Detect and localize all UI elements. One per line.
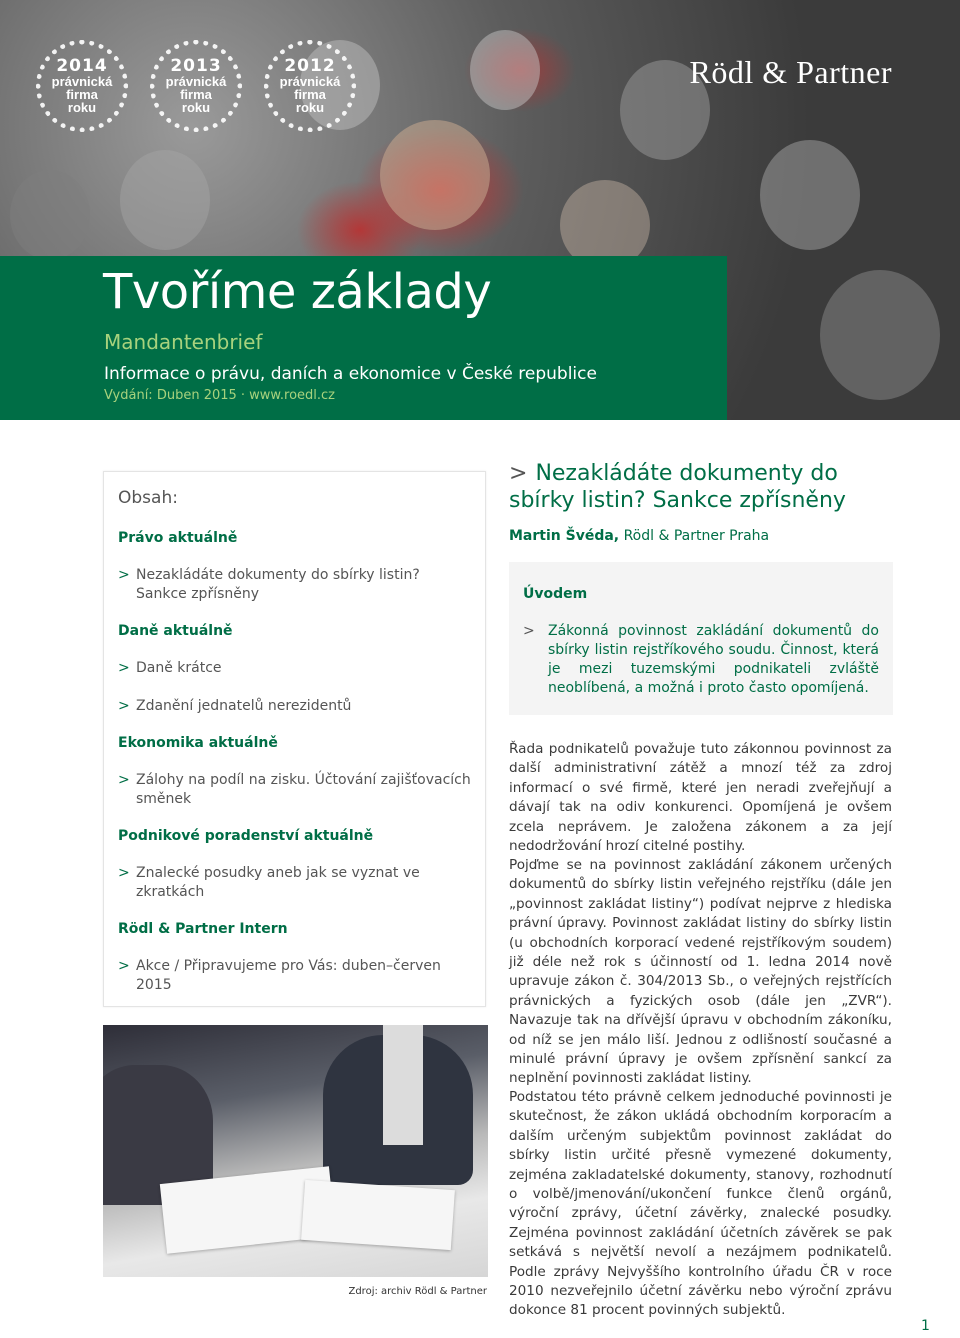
title-band [0, 256, 727, 420]
contents-heading: Obsah: [118, 488, 178, 508]
contents-section-title: Daně aktuálně [118, 623, 233, 639]
intro-text: > Zákonná povinnost zakládání dokumentů do sbírky listin rejstříkového soudu. Činnost, která je mezi tuzemskými podnikateli zvláště neoblíbená, a možná i proto často opomíjená. [523, 623, 879, 696]
chevron-right-icon: > [118, 660, 130, 676]
article-paragraph: Podstatou této právně celkem jednoduché povinnosti je skutečnost, že zákon ukládá obchodním korporacím a dalším určeným subjektům povinnost zakládat do sbírky listin určité přesně vymezené dokumenty, zejména zakladatelské dokumenty, stanovy, rozhodnutí o volbě/jmenování/ukončení funkce členů orgánů, výroční zprávy, účetní závěrky, znalecké posudky. Zejména povinnost zakládání účetních závěrek se pak setkává s největší nevolí a nezájmem podnikatelů. Podle zprávy Nejvyššího kontrolního úřadu ČR v roce 2010 nezveřejnilo účetní závěrku nebo výroční zprávu dokonce 81 procent povinných subjektů. [509, 1089, 892, 1319]
award-badge-2012: 2012 právnická firma roku [264, 40, 356, 132]
contents-item[interactable]: > Znalecké posudky aneb jak se vyznat ve zkratkách [118, 865, 420, 900]
article-paragraph: Pojďme se na povinnost zakládání zákonem určených dokumentů do sbírky listin veřejného rejstříku (dále jen „povinnost zakládat listiny“) podívat nejprve z hlediska právní úpravy. Povinnost zakládat listiny do sbírky listin (u obchodních korporací vedené rejstříkovým soudem) již déle než rok s účinností od 1. ledna 2014 nově upravuje zákon č. 304/2013 Sb., o veřejných rejstřících právnických a fyzických osob (dále jen „ZVR“). Navazuje tak na dřívější úpravu v obchodním zákoníku, od níž se jen málo liší. Jednou z odlišností současné a minulé právní úpravy je ovšem zpřísnění sankcí za neplnění povinnosti zakládat listiny. [509, 857, 892, 1087]
author-organization: Rödl & Partner Praha [623, 528, 770, 544]
contents-section-title: Rödl & Partner Intern [118, 921, 288, 937]
intro-label: Úvodem [523, 586, 588, 602]
award-badges [36, 40, 356, 132]
article-title: > Nezakládáte dokumenty do sbírky listin? Sankce zpřísněny [509, 461, 846, 513]
article-paragraph: Řada podnikatelů považuje tuto zákonnou povinnost za další administrativní zátěž a mnozí též za zdroj informací o své firmě, které jen neradi zveřejňují a dávají tak na odiv konkurenci. Opomíjená je ovšem zcela neprávem. Je založena zákonem a za její nedodržování hrozí citelné postihy. [509, 741, 892, 855]
contents-item[interactable]: > Zálohy na podíl na zisku. Účtování zajišťovacích směnek [118, 772, 471, 807]
author-name: Martin Švéda, [509, 528, 620, 544]
article-author [509, 528, 769, 544]
intro-box [509, 562, 893, 715]
contents-box [103, 471, 486, 1007]
chevron-right-icon: > [118, 958, 130, 974]
contents-section-title: Právo aktuálně [118, 530, 238, 546]
page-number: 1 [921, 1318, 930, 1334]
newsletter-description: Informace o právu, daních a ekonomice v České republice [104, 364, 597, 384]
contents-item[interactable]: > Zdanění jednatelů nerezidentů [118, 698, 352, 714]
chevron-right-icon: > [509, 461, 528, 486]
contents-section-title: Ekonomika aktuálně [118, 735, 278, 751]
contents-section-title: Podnikové poradenství aktuálně [118, 828, 374, 844]
newsletter-title: Tvoříme základy [103, 264, 492, 320]
brand-logo: Rödl & Partner [689, 54, 892, 90]
office-photo [103, 1025, 488, 1277]
photo-caption: Zdroj: archiv Rödl & Partner [348, 1286, 487, 1297]
contents-item[interactable]: > Nezakládáte dokumenty do sbírky listin? Sankce zpřísněny [118, 567, 420, 602]
chevron-right-icon: > [118, 772, 130, 788]
chevron-right-icon: > [118, 865, 130, 881]
award-badge-2013: 2013 právnická firma roku [150, 40, 242, 132]
chevron-right-icon: > [118, 567, 130, 583]
chevron-right-icon: > [118, 698, 130, 714]
newsletter-subtitle: Mandantenbrief [104, 330, 263, 354]
chevron-right-icon: > [523, 623, 535, 639]
award-badge-2014: 2014 právnická firma roku [36, 40, 128, 132]
contents-item[interactable]: > Akce / Připravujeme pro Vás: duben–červen 2015 [118, 958, 441, 993]
edition-line: Vydání: Duben 2015 · www.roedl.cz [104, 388, 335, 403]
contents-item[interactable]: > Daně krátce [118, 660, 222, 676]
